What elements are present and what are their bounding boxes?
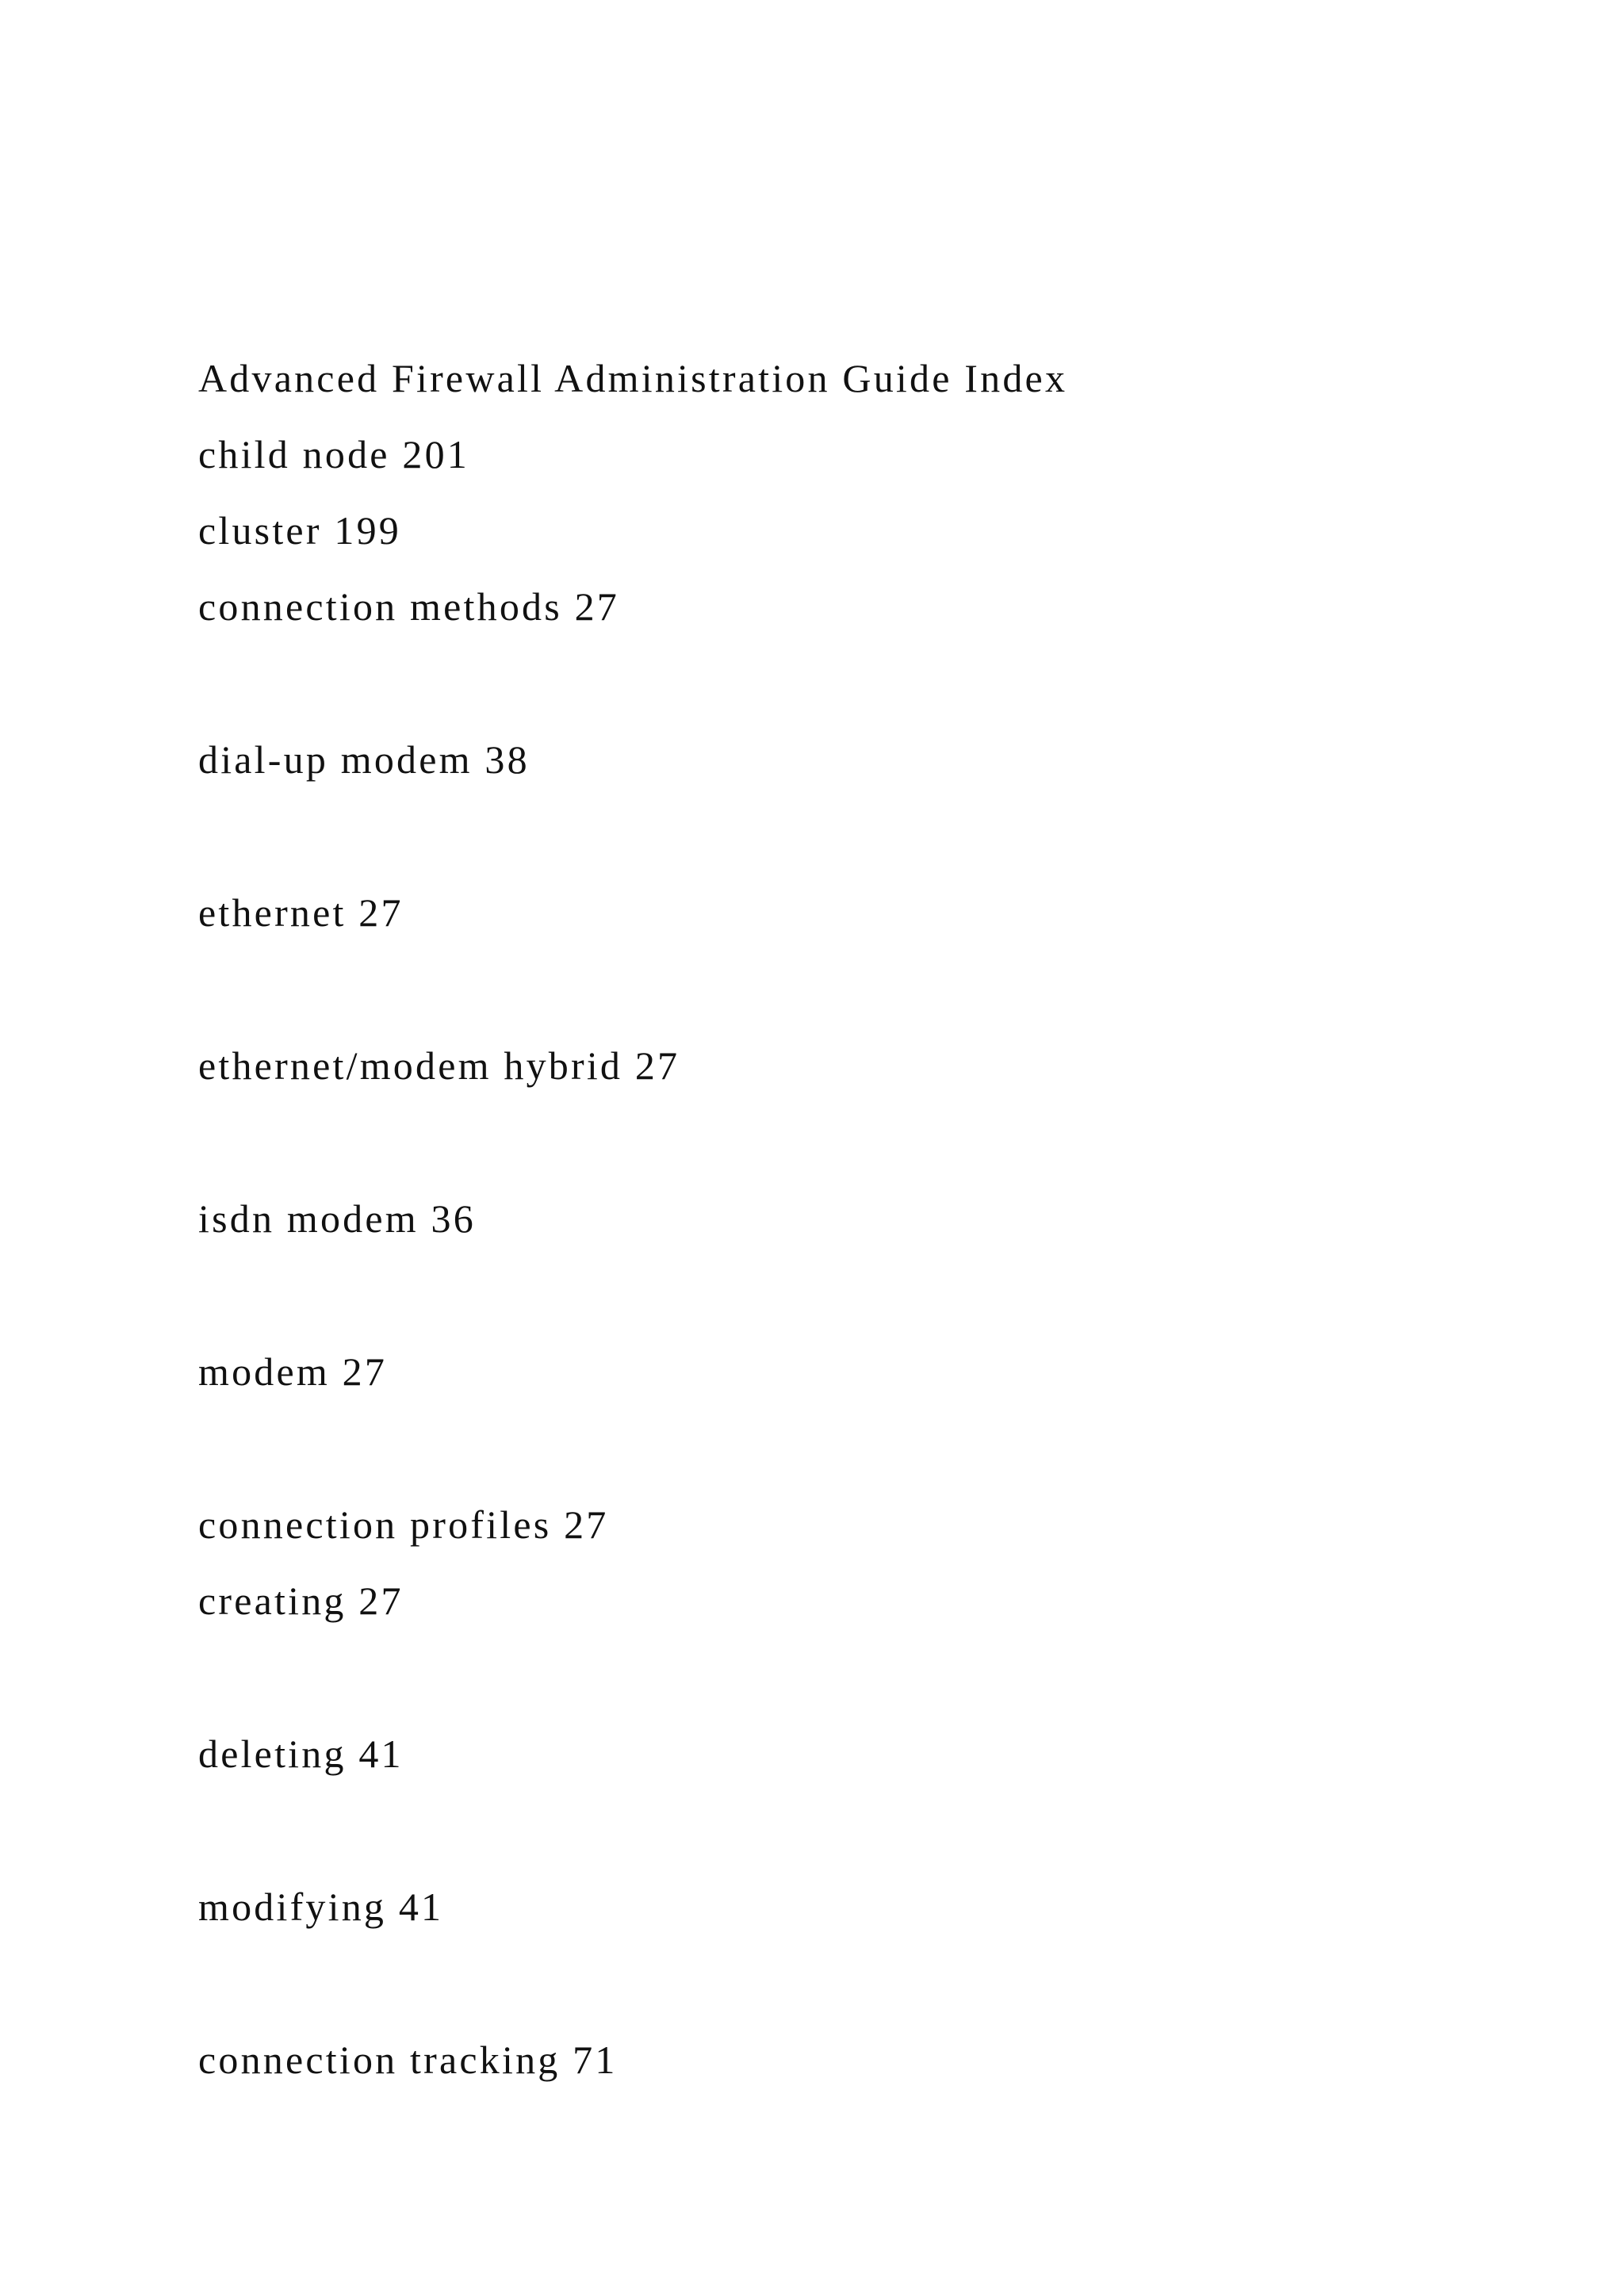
index-entry: dial-up modem 38 bbox=[198, 737, 530, 782]
index-entry: deleting 41 bbox=[198, 1732, 404, 1776]
index-entry: connection tracking 71 bbox=[198, 2038, 618, 2082]
index-entry: connection profiles 27 bbox=[198, 1502, 609, 1547]
index-entry: child node 201 bbox=[198, 432, 469, 476]
index-entry: ethernet/modem hybrid 27 bbox=[198, 1043, 680, 1088]
index-entry: modifying 41 bbox=[198, 1885, 444, 1929]
index-entry: connection methods 27 bbox=[198, 584, 619, 629]
index-entry: creating 27 bbox=[198, 1578, 404, 1623]
index-entry: isdn modem 36 bbox=[198, 1196, 476, 1241]
document-title: Advanced Firewall Administration Guide Index bbox=[198, 356, 1068, 400]
index-entry: ethernet 27 bbox=[198, 890, 404, 935]
index-entry: cluster 199 bbox=[198, 508, 401, 553]
index-entry: modem 27 bbox=[198, 1349, 388, 1394]
